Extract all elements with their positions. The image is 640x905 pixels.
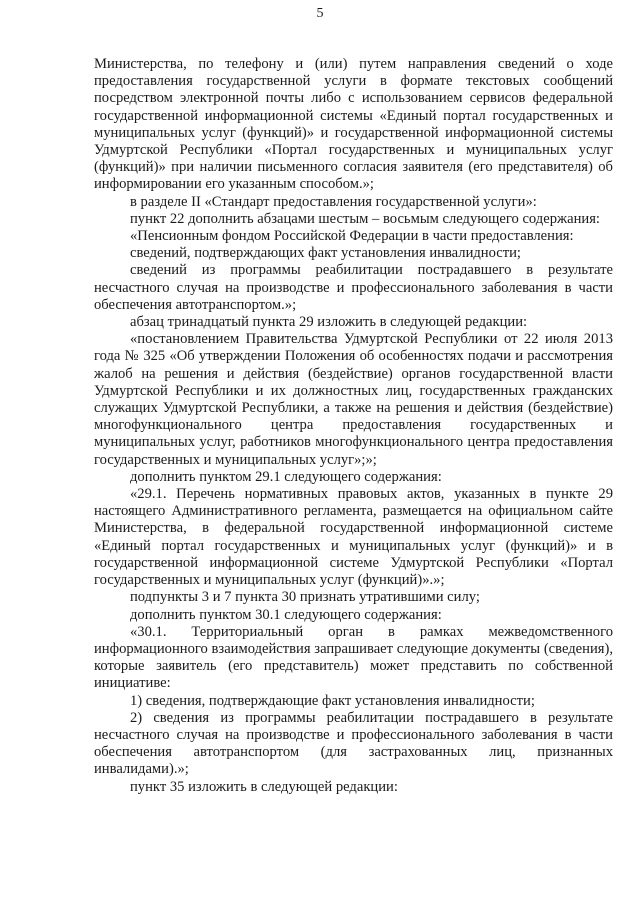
paragraph: «постановлением Правительства Удмуртской Республики от 22 июля 2013 года № 325 «Об утверждении Положения об особенностях подачи и рассмотрения жалоб на решения и действия (бездействие) органов государственной власти Удмуртской Республики и их должностных лиц, государственных гражданских служащих Удмуртской Республики, а также на решения и действия (бездействие) многофункционального центра предоставления государственных и муниципальных услуг, работников многофункционального центра предоставления государственных и муниципальных услуг»;»; xyxy=(94,331,613,468)
paragraph: 1) сведения, подтверждающие факт установления инвалидности; xyxy=(130,692,535,709)
document-body xyxy=(94,56,613,796)
paragraph: сведений, подтверждающих факт установления инвалидности; xyxy=(130,245,521,262)
paragraph: абзац тринадцатый пункта 29 изложить в следующей редакции: xyxy=(130,314,528,331)
paragraph: дополнить пунктом 29.1 следующего содержания: xyxy=(130,468,442,485)
paragraph: пункт 35 изложить в следующей редакции: xyxy=(130,778,398,795)
paragraph: в разделе II «Стандарт предоставления государственной услуги»: xyxy=(130,193,537,210)
paragraph: подпункты 3 и 7 пункта 30 признать утратившими силу; xyxy=(130,589,480,606)
paragraph: пункт 22 дополнить абзацами шестым – восьмым следующего содержания: xyxy=(130,210,600,227)
paragraph: «30.1. Территориальный орган в рамках межведомственного информационного взаимодействия запрашивает следующие документы (сведения), которые заявитель (его представитель) может представить по собственной инициативе: xyxy=(94,623,613,692)
paragraph: сведений из программы реабилитации пострадавшего в результате несчастного случая на производстве и профессионального заболевания в части обеспечения автотранспортом.»; xyxy=(94,262,613,313)
paragraph: дополнить пунктом 30.1 следующего содержания: xyxy=(130,606,442,623)
paragraph: Министерства, по телефону и (или) путем направления сведений о ходе предоставления государственной услуги в формате текстовых сообщений посредством электронной почты либо с использованием сервисов федеральной государственной информационной системы «Единый портал государственных и муниципальных услуг (функций)» и государственной информационной системы Удмуртской Республики «Портал государственных и муниципальных услуг (функций)» при наличии письменного согласия заявителя (его представителя) об информировании его указанным способом.»; xyxy=(94,56,613,193)
page-number: 5 xyxy=(316,6,324,21)
paragraph: 2) сведения из программы реабилитации пострадавшего в результате несчастного случая на производстве и профессионального заболевания в части обеспечения автотранспортом (для застрахованных лиц, признанных инвалидами).»; xyxy=(94,709,613,778)
paragraph: «Пенсионным фондом Российской Федерации в части предоставления: xyxy=(130,228,574,245)
paragraph: «29.1. Перечень нормативных правовых актов, указанных в пункте 29 настоящего Административного регламента, размещается на официальном сайте Министерства, в федеральной государственной информационной системе «Единый портал государственных и муниципальных услуг (функций)» и в государственной информационной системе Удмуртской Республики «Портал государственных и муниципальных услуг (функций)».»; xyxy=(94,486,613,589)
